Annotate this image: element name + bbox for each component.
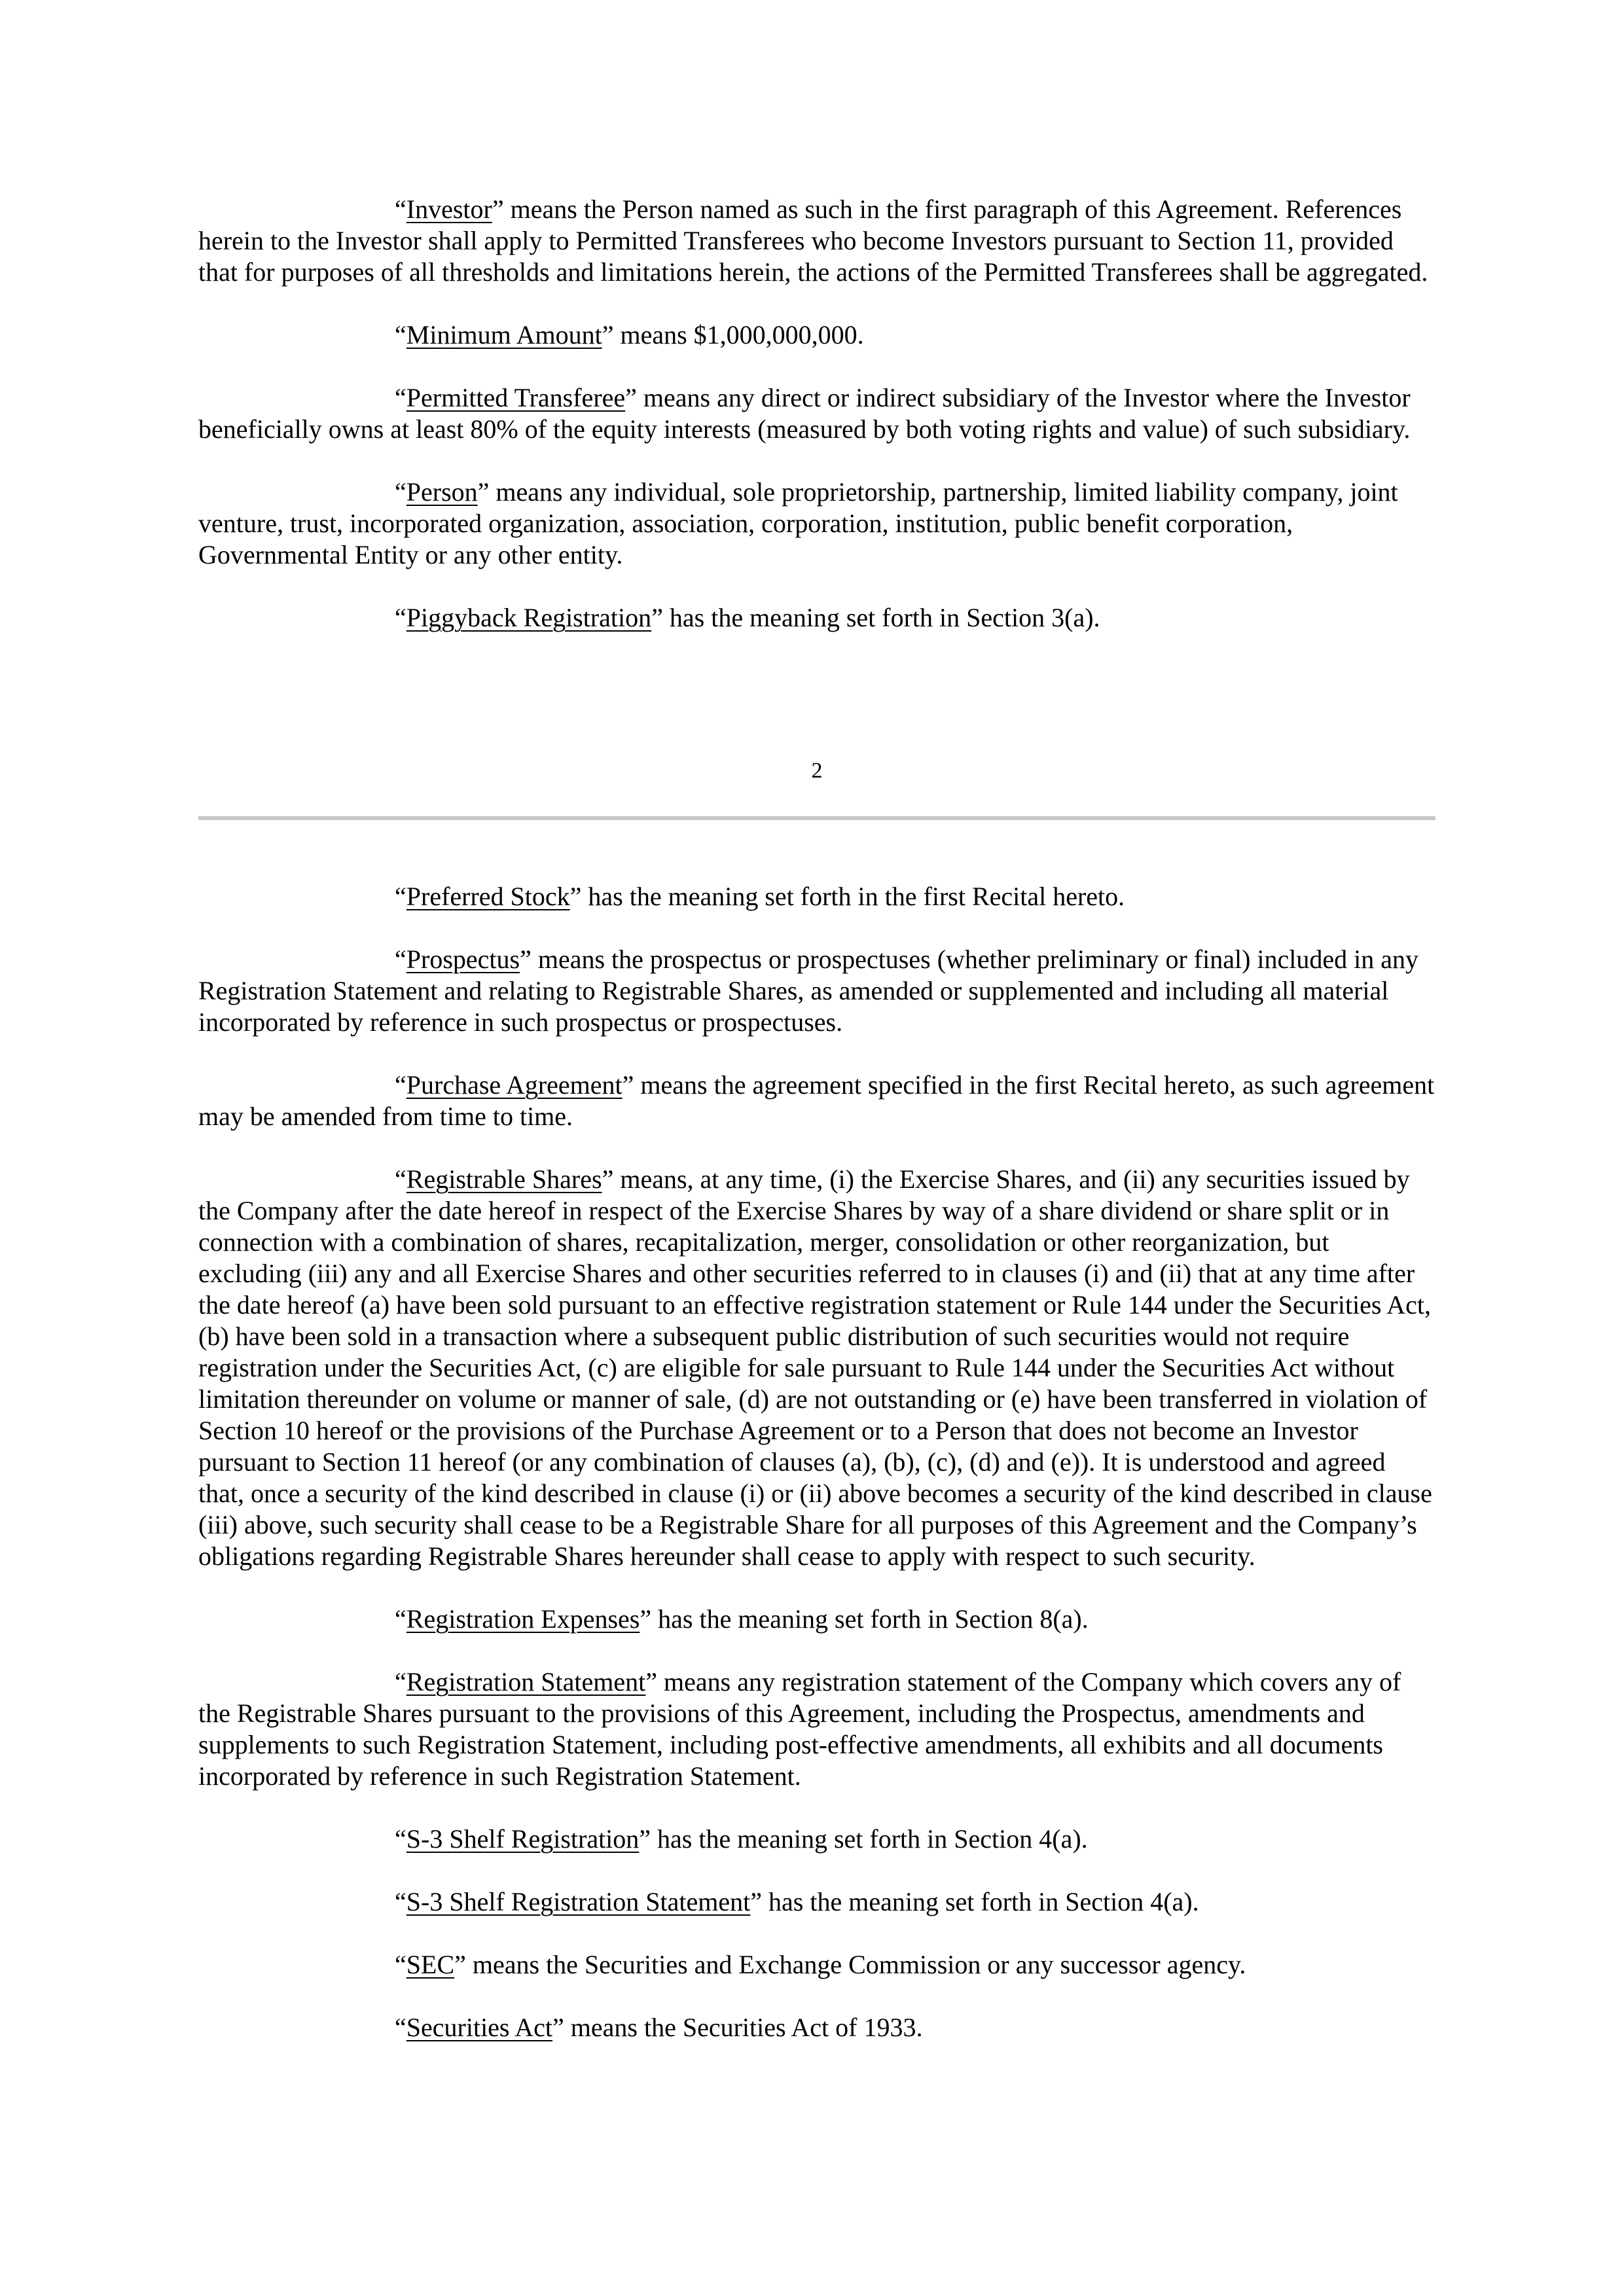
definition-registrable-shares: “Registrable Shares” means, at any time, (i) the Exercise Shares, and (ii) any securities issued by the Company after the date hereof in respect of the Exercise Shares by way of a share dividend or share split or in connection with a combination of shares, recapitalization, merger, consolidation or other reorganization, but excluding (iii) any and all Exercise Shares and other securities referred to in clauses (i) and (ii) that at any time after the date hereof (a) have been sold pursuant to an effective registration statement or Rule 144 under the Securities Act, (b) have been sold in a transaction where a subsequent public distribution of such securities would not require registration under the Securities Act, (c) are eligible for sale pursuant to Rule 144 under the Securities Act without limitation thereunder on volume or manner of sale, (d) are not outstanding or (e) have been transferred in violation of Section 10 hereof or the provisions of the Purchase Agreement or to a Person that does not become an Investor pursuant to Section 11 hereof (or any combination of clauses (a), (b), (c), (d) and (e)). It is understood and agreed that, once a security of the kind described in clause (i) or (ii) above becomes a security of the kind described in clause (iii) above, such security shall cease to be a Registrable Share for all purposes of this Agreement and the Company’s obligations regarding Registrable Shares hereunder shall cease to apply with respect to such security. (198, 1164, 1432, 1571)
definition-investor: “Investor” means the Person named as such in the first paragraph of this Agreement. References herein to the Investor shall apply to Permitted Transferees who become Investors pursuant to Section 11, provided that for purposes of all thresholds and limitations herein, the actions of the Permitted Transferees shall be aggregated. (198, 194, 1428, 287)
definition-piggyback-registration: “Piggyback Registration” has the meaning set forth in Section 3(a). (395, 603, 1100, 632)
defined-term: Person (406, 477, 478, 507)
definition-purchase-agreement: “Purchase Agreement” means the agreement specified in the first Recital hereto, as such agreement may be amended from time to time. (198, 1070, 1435, 1131)
definition-permitted-transferee: “Permitted Transferee” means any direct or indirect subsidiary of the Investor where the Investor beneficially owns at least 80% of the equity interests (measured by both voting rights and value) of such subsidiary. (198, 383, 1411, 444)
defined-term: Preferred Stock (406, 882, 570, 911)
defined-term: Minimum Amount (406, 320, 602, 350)
definition-securities-act: “Securities Act” means the Securities Act of 1933. (395, 2013, 923, 2042)
definition-person: “Person” means any individual, sole proprietorship, partnership, limited liability company, joint venture, trust, incorporated organization, association, corporation, institution, public benefit corporation, Governmental Entity or any other entity. (198, 477, 1398, 569)
defined-term: Permitted Transferee (406, 383, 626, 412)
defined-term: Prospectus (406, 944, 520, 974)
definition-s3-shelf-registration: “S-3 Shelf Registration” has the meaning set forth in Section 4(a). (395, 1824, 1088, 1854)
definition-minimum-amount: “Minimum Amount” means $1,000,000,000. (395, 320, 864, 350)
defined-term: Investor (406, 194, 492, 224)
definition-preferred-stock: “Preferred Stock” has the meaning set forth in the first Recital hereto. (395, 882, 1125, 911)
definition-registration-statement: “Registration Statement” means any registration statement of the Company which covers any of the Registrable Shares pursuant to the provisions of this Agreement, including the Prospectus, amendments and supplements to such Registration Statement, including post-effective amendments, all exhibits and all documents incorporated by reference in such Registration Statement. (198, 1667, 1401, 1791)
defined-term: S-3 Shelf Registration (406, 1824, 640, 1854)
defined-term: SEC (406, 1950, 455, 1979)
page-top-section (198, 194, 1435, 634)
defined-term: S-3 Shelf Registration Statement (406, 1887, 751, 1916)
defined-term: Registration Expenses (406, 1604, 640, 1634)
defined-term: Piggyback Registration (406, 603, 652, 632)
defined-term: Registration Statement (406, 1667, 646, 1696)
definition-prospectus: “Prospectus” means the prospectus or prospectuses (whether preliminary or final) included in any Registration Statement and relating to Registrable Shares, as amended or supplemented and including all material incorporated by reference in such prospectus or prospectuses. (198, 944, 1418, 1037)
definition-registration-expenses: “Registration Expenses” has the meaning set forth in Section 8(a). (395, 1604, 1089, 1634)
definition-s3-shelf-registration-statement: “S-3 Shelf Registration Statement” has the meaning set forth in Section 4(a). (395, 1887, 1199, 1916)
defined-term: Securities Act (406, 2013, 553, 2042)
page-divider (198, 816, 1435, 820)
definition-sec: “SEC” means the Securities and Exchange Commission or any successor agency. (395, 1950, 1246, 1979)
defined-term: Purchase Agreement (406, 1070, 623, 1100)
page-number: 2 (811, 759, 823, 783)
defined-term: Registrable Shares (406, 1164, 602, 1194)
page-bottom-section (198, 881, 1435, 2043)
